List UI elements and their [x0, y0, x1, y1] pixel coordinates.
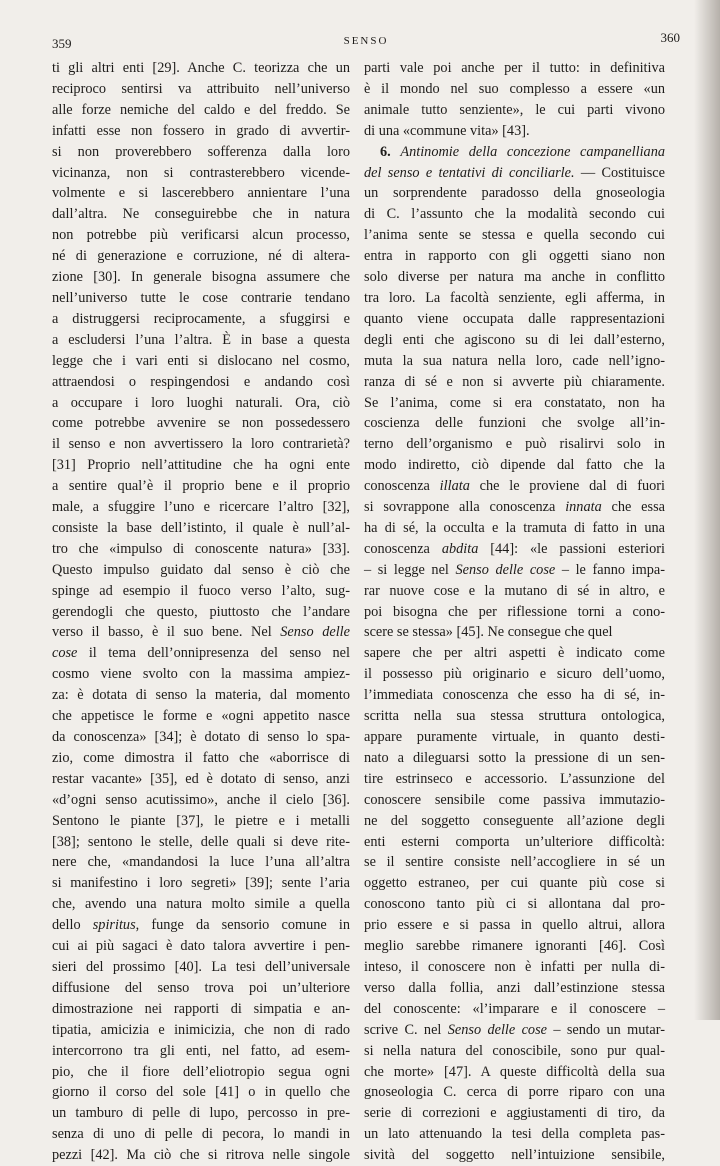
right-text-line: un lato attenuando la tesi della completa pas-	[364, 1126, 665, 1143]
right-text-line: si nella natura del conoscibile, sono pur qual-	[364, 1042, 665, 1059]
right-text-line: muta la sua natura nella loro, cade nell’igno-	[364, 352, 665, 369]
left-text-line: za: è dotata di senso la materia, dal momento	[52, 687, 350, 704]
right-text-line: scere se stessa» [45]. Ne consegue che quel	[364, 624, 613, 641]
left-text-line: senza di uno di pelle di pecora, lo mandi in	[52, 1126, 350, 1143]
right-text-line: conoscere sensibile come passiva immutazio-	[364, 791, 665, 808]
right-text-line: ranza di sé e non si avverte più chiaramente.	[364, 373, 665, 390]
left-text-line: male, a sfuggire l’uno e ricercare l’altro [32],	[52, 499, 350, 516]
right-text-line: sapere che per altri aspetti è indicato come	[364, 645, 665, 662]
left-text-line: a distruggersi reciprocamente, a sfuggirsi e	[52, 310, 350, 327]
right-text-line: terno dell’organismo e può risalirvi solo in	[364, 436, 665, 453]
right-text-line: parti vale poi anche per il tutto: in definitiva	[364, 60, 665, 76]
running-title: SENSO	[343, 35, 389, 47]
right-text-line: conoscenza illata che le proviene dal di fuori	[364, 478, 665, 495]
right-text-line: prio essere e si passa in quello altrui, allora	[364, 917, 665, 934]
page-number-left: 359	[52, 36, 72, 51]
left-column	[52, 58, 350, 1166]
page-number-right: 360	[660, 30, 680, 45]
right-text-line: scrive C. nel Senso delle cose – sendo un mutar-	[364, 1021, 665, 1038]
right-text-line: entra in rapporto con gli oggetti siano non	[364, 248, 665, 265]
left-text-line: Sentono le piante [37], le pietre e i metalli	[52, 812, 350, 829]
left-text-line: reciproco sentirsi va attribuito nell’universo	[52, 80, 350, 97]
left-text-line: zione [30]. In generale bisogna assumere che	[52, 269, 350, 286]
right-text-line: rar nuove cose e la mutano di sé in altro, e	[364, 582, 665, 599]
right-text-line: è il mondo nel suo complesso a essere «un	[364, 80, 665, 97]
left-text-line: da conoscenza» [34]; è dotato di senso lo spa-	[52, 729, 350, 745]
right-text-line: l’immediata conoscenza che esso ha di sé, in-	[364, 687, 665, 704]
left-text-line: né di generazione e corruzione, né di altera-	[52, 248, 350, 265]
right-text-line: nato a dileguarsi sotto la pressione di un sen-	[364, 749, 665, 766]
right-text-line: quanto viene occupata dalle rappresentazioni	[364, 310, 665, 327]
left-text-line: zio, come dimostra il fatto che «aborrisce di	[52, 749, 350, 766]
right-text-line: se il sentire consiste nell’accogliere in sé un	[364, 854, 665, 871]
left-text-line: si non proverebbero sofferenza dalla loro	[52, 143, 350, 160]
left-text-line: volmente e si lascerebbero annientare l’una	[52, 185, 350, 202]
left-text-line: restar vacante» [35], ed è dotato di senso, anzi	[52, 770, 350, 787]
right-text-line: coscienza delle funzioni che svolge all’in-	[364, 415, 665, 432]
left-text-line: Questo impulso guidato dal senso è ciò che	[52, 561, 350, 578]
right-text-line: il possesso più originario e sicuro dell’uomo,	[364, 666, 665, 683]
left-text-line: sieri del prossimo [40]. La tesi dell’universale	[52, 958, 350, 975]
right-text-line: Se l’anima, come si era constatato, non ha	[364, 394, 665, 411]
left-text-line: consiste la base dell’istinto, il quale è null’al-	[52, 519, 350, 536]
left-text-line: dimostrazione nei rapporti di simpatia e an-	[52, 1000, 350, 1017]
left-text-line: pio, che il fiore dell’eliotropio segua ogni	[52, 1063, 350, 1080]
page-edge-shadow	[694, 0, 720, 1020]
right-text-line: 6. Antinomie della concezione campanelliana	[380, 143, 665, 160]
right-text-line: – si legge nel Senso delle cose – le fanno impa-	[364, 561, 665, 578]
right-text-line: un sorprendente paradosso della gnoseologia	[364, 185, 665, 202]
right-text-line: tra loro. La facoltà senziente, egli afferma, in	[364, 289, 665, 306]
right-text-line: conoscono tanto più ci si allontana dal pro-	[364, 896, 665, 913]
left-text-line: pezzi [42]. Ma ciò che si ritrova nelle singole	[52, 1147, 350, 1164]
left-text-line: infatti esse non fossero in grado di avvertir-	[52, 122, 350, 139]
left-text-line: cosmo viene svolto con la massima ampiez-	[52, 666, 350, 683]
right-text-line: oggetto estraneo, per cui quante più cose si	[364, 875, 665, 892]
right-text-line: si sovrappone alla conoscenza innata che essa	[364, 499, 665, 516]
left-text-line: il senso e non avvertissero la loro contrarietà?	[52, 436, 350, 453]
left-text-line: diffusione del senso trova poi un’ulteriore	[52, 979, 350, 996]
right-text-line: verso dalla follia, anzi dall’estinzione stessa	[364, 979, 665, 996]
left-text-line: cose il tema dell’onnipresenza del senso nel	[52, 645, 350, 662]
left-text-line: «d’ogni senso acutissimo», anche il cielo [36].	[52, 791, 350, 808]
left-text-line: a escludersi l’una l’altra. È in base a questa	[52, 331, 350, 348]
left-text-line: nell’universo tutte le cose contrarie tendano	[52, 289, 350, 306]
left-text-line: tro che «impulso di conoscente natura» [33].	[52, 540, 350, 557]
right-text-line: conoscenza abdita [44]: «le passioni esteriori	[364, 540, 665, 557]
left-text-line: non potrebbe più verificarsi alcun processo,	[52, 227, 350, 244]
left-text-line: nere che, «mandandosi la luce l’una all’altra	[52, 854, 350, 871]
left-text-line: si manifestino i loro segreti» [39]; sente l’aria	[52, 875, 350, 892]
right-column	[364, 58, 665, 1166]
right-text-line: appare puramente virtuale, in quanto desti-	[364, 729, 665, 745]
left-text-line: intercorrono tra gli enti, nel fatto, ad esem-	[52, 1042, 350, 1059]
left-text-line: che appetisce le forme e «ogni appetito nasce	[52, 708, 350, 725]
left-text-line: legge che i vari enti si dislocano nel cosmo,	[52, 352, 350, 369]
right-text-line: di una «commune vita» [43].	[364, 122, 530, 139]
right-text-line: gnoseologia C. cerca di porre riparo con una	[364, 1084, 665, 1101]
right-text-line: l’anima sente se stessa e quella secondo cui	[364, 227, 665, 244]
right-text-line: meglio sarebbe rimanere ignoranti [46]. Così	[364, 938, 665, 955]
right-text-line: scritta nella sua stessa struttura ontologica,	[364, 708, 665, 725]
left-text-line: tipatia, amicizia e inimicizia, che non di rado	[52, 1021, 350, 1038]
right-text-line: solo diverse per natura ma anche in conflitto	[364, 269, 665, 286]
right-text-line: ne del soggetto conseguente all’azione degli	[364, 812, 665, 829]
left-text-line: [31] Proprio nell’attitudine che ha ogni ente	[52, 457, 350, 474]
left-text-line: che, avendo una natura molto simile a quella	[52, 896, 350, 913]
right-text-line: enti esterni comporta un’ulteriore difficoltà:	[364, 833, 665, 850]
left-text-line: un tamburo di pelle di lupo, percosso in pre-	[52, 1105, 350, 1122]
left-text-line: gerendogli che questo, piuttosto che l’andare	[52, 603, 350, 620]
page-header	[52, 28, 680, 50]
left-text-line: vicinanza, non si contrasterebbero vicende-	[52, 164, 350, 181]
right-text-line: animale tutto senziente», le cui parti vivono	[364, 101, 665, 118]
left-text-line: come potrebbe avvenire se non possedessero	[52, 415, 350, 432]
left-text-line: dello spiritus, funge da sensorio comune in	[52, 917, 350, 934]
right-text-line: sività del soggetto nell’intuizione sensibile,	[364, 1147, 665, 1164]
right-text-line: di C. l’assunto che la modalità secondo cui	[364, 206, 665, 223]
left-text-line: verso il basso, è il suo bene. Nel Senso delle	[52, 624, 350, 641]
right-text-line: del senso e tentativi di conciliarle. — Costituisce	[364, 164, 665, 181]
right-text-line: tire estrinseco e accessorio. L’assunzione del	[364, 770, 665, 787]
left-text-line: alle forze nemiche del caldo e del freddo. Se	[52, 101, 350, 118]
left-text-line: giorno il corso del sole [41] o in quello che	[52, 1084, 350, 1101]
right-text-line: modo indiretto, ciò dipende dal fatto che la	[364, 457, 665, 474]
left-text-line: a sentire qual’è il proprio bene e il proprio	[52, 478, 350, 495]
left-text-line: ti gli altri enti [29]. Anche C. teorizza che un	[52, 60, 350, 76]
left-text-line: dall’altra. Ne conseguirebbe che in natura	[52, 206, 350, 223]
right-text-line: inteso, il conoscere non è infatti per nulla di-	[364, 958, 665, 975]
left-text-line: a occupare i loro luoghi naturali. Ora, ciò	[52, 394, 350, 411]
right-text-line: degli enti che agiscono su di lei dall’esterno,	[364, 331, 665, 348]
right-text-line: del conoscente: «l’imparare e il conoscere –	[364, 1000, 665, 1017]
right-text-line: ha di sé, la occulta e la tramuta di fatto in una	[364, 519, 665, 536]
left-text-line: [38]; sentono le stelle, delle quali si deve rite-	[52, 833, 350, 850]
left-text-line: attraendosi o respingendosi e andando così	[52, 373, 350, 390]
right-text-line: che morte» [47]. A queste difficoltà della sua	[364, 1063, 665, 1080]
left-text-line: spinge ad esempio il fuoco verso l’alto, sug-	[52, 582, 350, 599]
right-text-line: poi bisogna che per riflessione torni a cono-	[364, 603, 665, 620]
left-text-line: cui ai più sagaci è dato talora avvertire i pen-	[52, 938, 350, 955]
right-text-line: serie di correzioni e aggiustamenti di tiro, da	[364, 1105, 665, 1122]
